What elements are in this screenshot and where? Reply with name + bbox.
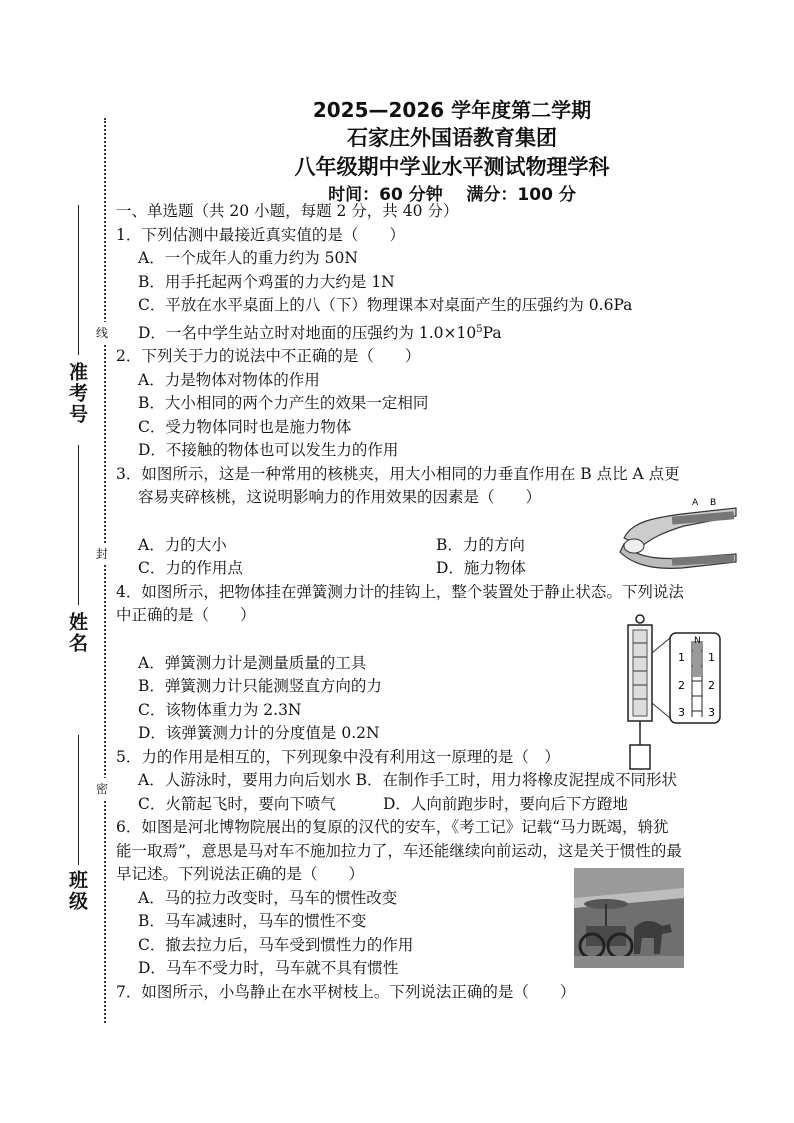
exam-title: 八年级期中学业水平测试物理学科	[294, 155, 610, 179]
q5-option-d: D．人向前跑步时，要向后下方蹬地	[383, 794, 628, 813]
q3-option-b: B．力的方向	[436, 535, 525, 554]
q4-option-d: D．该弹簧测力计的分度值是 0.2N	[138, 724, 380, 743]
seal-dotted-line	[104, 118, 106, 1023]
q3-stem-line2: 容易夹碎核桃，这说明影响力的作用效果的因素是（ ）	[138, 488, 542, 507]
scale-tick-1-left: 1	[678, 651, 685, 664]
seal-char-seal: 封	[96, 543, 108, 564]
nutcracker-figure	[612, 494, 742, 576]
q5-option-ab: A．人游泳时，要用力向后划水 B．在制作手工时，用力将橡皮泥捏成不同形状	[138, 771, 678, 790]
q1-d-unit: Pa	[482, 323, 502, 342]
q4-stem-line1: 4．如图所示，把物体挂在弹簧测力计的挂钩上，整个装置处于静止状态。下列说法	[116, 582, 684, 601]
binding-margin	[0, 0, 120, 1123]
scale-tick-2-left: 2	[678, 679, 685, 692]
q1-stem: 1．下列估测中最接近真实值的是（ ）	[116, 225, 405, 244]
q6-stem-line1: 6．如图是河北博物院展出的复原的汉代的安车，《考工记》记载“马力既竭，辀犹	[116, 818, 669, 837]
q4-stem-line2: 中正确的是（ ）	[116, 606, 256, 625]
q1-option-d	[116, 318, 786, 346]
scale-tick-2-right: 2	[708, 679, 715, 692]
section-title: 一、单选题（共 20 小题，每题 2 分，共 40 分）	[116, 202, 459, 220]
q5-options-row2	[116, 793, 786, 817]
q1-option-b: B．用手托起两个鸡蛋的力大约是 1N	[138, 272, 395, 291]
q6-option-c: C．撤去拉力后，马车受到惯性力的作用	[138, 935, 414, 954]
school-name: 石家庄外国语教育集团	[347, 126, 557, 150]
q6-option-a: A．马的拉力改变时，马车的惯性改变	[138, 888, 398, 907]
scale-tick-3-left: 3	[678, 706, 685, 719]
class-blank-line	[78, 735, 79, 865]
q5-option-c: C．火箭起飞时，要向下喷气	[138, 794, 336, 813]
q2-option-a: A．力是物体对物体的作用	[138, 370, 320, 389]
q2-option-d: D．不接触的物体也可以发生力的作用	[138, 441, 399, 460]
seal-char-secret: 密	[96, 778, 108, 799]
class-label: 班级	[66, 870, 88, 912]
nutcracker-label-b: B	[710, 498, 717, 508]
q2-option-b: B．大小相同的两个力产生的效果一定相同	[138, 394, 429, 413]
q4-option-a: A．弹簧测力计是测量质量的工具	[138, 653, 367, 672]
q3-option-c: C．力的作用点	[138, 559, 243, 578]
scale-tick-1-right: 1	[708, 651, 715, 664]
q6-stem-line2: 能一取焉”，意思是马对车不施加拉力了，车还能继续向前运动，这是关于惯性的最	[116, 841, 682, 860]
time-score: 时间：60 分钟 满分：100 分	[328, 185, 576, 205]
q1-d-prefix: D．一名中学生站立时对地面的压强约为 1.0×10	[138, 323, 477, 342]
q6-option-d: D．马车不受力时，马车就不具有惯性	[138, 959, 399, 978]
scale-tick-3-right: 3	[708, 706, 715, 719]
exam-no-blank-line	[78, 205, 79, 355]
seal-char-line: 线	[96, 322, 108, 343]
year-term: 2025—2026 学年度第二学期	[312, 98, 592, 122]
q4-option-b: B．弹簧测力计只能测竖直方向的力	[138, 677, 382, 696]
name-blank-line	[78, 445, 79, 605]
q1-option-c: C．平放在水平桌面上的八（下）物理课本对桌面产生的压强约为 0.6Pa	[138, 296, 633, 314]
nutcracker-label-a: A	[692, 498, 699, 508]
q1-option-a: A．一个成年人的重力约为 50N	[138, 249, 358, 267]
q2-option-c: C．受力物体同时也是施力物体	[138, 417, 352, 436]
q3-option-a: A．力的大小	[138, 535, 227, 554]
q3-option-d: D．施力物体	[436, 559, 526, 578]
q1-d-exponent: 5	[476, 323, 483, 335]
han-carriage-photo	[574, 868, 684, 968]
name-label: 姓名	[66, 612, 88, 654]
q6-stem-line3: 早记述。下列说法正确的是（ ）	[116, 865, 365, 884]
spring-scale-figure	[620, 613, 730, 775]
q6-option-b: B．马车减速时，马车的惯性不变	[138, 912, 367, 931]
q4-option-c: C．该物体重力为 2.3N	[138, 700, 302, 719]
q3-stem-line1: 3．如图所示，这是一种常用的核桃夹，用大小相同的力垂直作用在 B 点比 A 点更	[116, 464, 680, 483]
q2-stem: 2．下列关于力的说法中不正确的是（ ）	[116, 347, 421, 366]
question-content	[116, 200, 786, 1004]
exam-no-label: 准考号	[66, 362, 88, 425]
q7-stem: 7．如图所示，小鸟静止在水平树枝上。下列说法正确的是（ ）	[116, 982, 576, 1001]
q5-stem: 5．力的作用是相互的，下列现象中没有利用这一原理的是（ ）	[116, 747, 560, 766]
scale-unit-label: N	[694, 636, 701, 646]
exam-header	[110, 96, 794, 208]
